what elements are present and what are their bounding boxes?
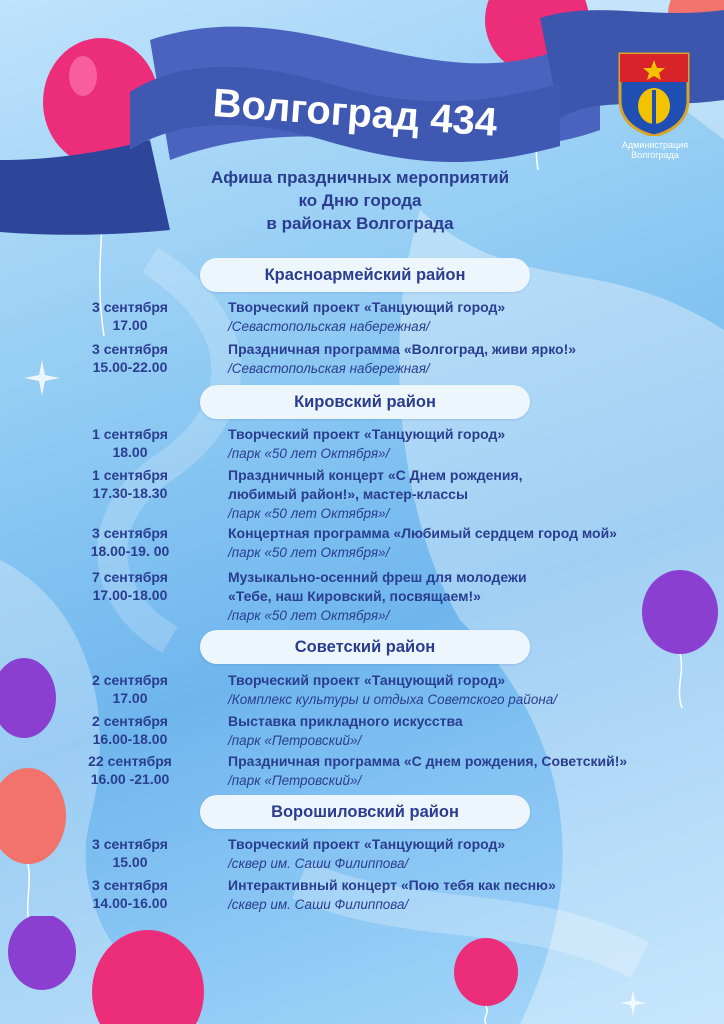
event-location: /Севастопольская набережная/	[228, 319, 430, 334]
coat-of-arms-icon	[616, 50, 692, 136]
svg-text:Волгоград 434: Волгоград 434	[211, 81, 499, 145]
sparkle-icon	[24, 360, 60, 396]
event-time: 16.00 -21.00	[90, 771, 170, 787]
sparkle-icon	[620, 990, 646, 1016]
event-time: 14.00-16.00	[92, 895, 168, 911]
event-time: 17.00-18.00	[92, 587, 168, 603]
event-location: /Комплекс культуры и отдыха Советского района/	[228, 692, 558, 707]
event-location: /сквер им. Саши Филиппова/	[228, 897, 409, 912]
event-title: Праздничная программа «Волгоград, живи ярко!»	[228, 341, 577, 357]
event-title: Интерактивный концерт «Пою тебя как песню»	[228, 877, 556, 893]
event-location: /парк «50 лет Октября»/	[228, 506, 390, 521]
event-time: 17.30-18.30	[92, 485, 168, 501]
purple-balloon-icon	[8, 916, 78, 1024]
event-time: 15.00	[112, 854, 148, 870]
event-title: Музыкально-осенний фреш для молодежи «Тебе, наш Кировский, посвящаем!»	[228, 569, 527, 604]
pink-balloon-icon	[452, 936, 520, 1024]
district-header: Кировский район	[200, 385, 530, 419]
district-header: Советский район	[200, 630, 530, 664]
purple-balloon-icon	[0, 656, 60, 776]
event-date: 3 сентября	[92, 877, 168, 893]
event-date: 7 сентября	[92, 569, 168, 585]
event-location: /парк «50 лет Октября»/	[228, 545, 390, 560]
district-header: Красноармейский район	[200, 258, 530, 292]
event-title: Праздничный концерт «С Днем рождения, любимый район!», мастер-классы	[228, 467, 523, 502]
event-date: 2 сентября	[92, 713, 168, 729]
event-location: /парк «50 лет Октября»/	[228, 608, 390, 623]
coral-balloon-icon	[0, 766, 70, 926]
event-date: 3 сентября	[92, 525, 168, 541]
poster-subtitle: Афиша праздничных мероприятий ко Дню города в районах Волгограда	[210, 168, 510, 233]
event-date: 1 сентября	[92, 426, 168, 442]
event-time: 18.00-19. 00	[90, 543, 170, 559]
event-time: 15.00-22.00	[92, 359, 168, 375]
event-location: /парк «Петровский»/	[228, 773, 362, 788]
page-title	[150, 78, 560, 148]
event-location: /парк «50 лет Октября»/	[228, 446, 390, 461]
event-date: 3 сентября	[92, 341, 168, 357]
event-time: 17.00	[112, 690, 148, 706]
event-location: /сквер им. Саши Филиппова/	[228, 856, 409, 871]
event-title: Творческий проект «Танцующий город»	[228, 299, 506, 315]
event-title: Творческий проект «Танцующий город»	[228, 836, 506, 852]
pink-balloon-icon	[90, 930, 206, 1024]
event-title: Творческий проект «Танцующий город»	[228, 426, 506, 442]
event-title: Праздничная программа «С днем рождения, Советский!»	[228, 753, 628, 769]
event-date: 22 сентября	[88, 753, 172, 769]
event-time: 17.00	[112, 317, 148, 333]
event-title: Концертная программа «Любимый сердцем город мой»	[228, 525, 617, 541]
event-time: 16.00-18.00	[92, 731, 168, 747]
event-date: 3 сентября	[92, 836, 168, 852]
event-title: Выставка прикладного искусства	[228, 713, 463, 729]
event-date: 3 сентября	[92, 299, 168, 315]
event-date: 1 сентября	[92, 467, 168, 483]
event-location: /Севастопольская набережная/	[228, 361, 430, 376]
event-title: Творческий проект «Танцующий город»	[228, 672, 506, 688]
event-time: 18.00	[112, 444, 148, 460]
emblem-caption: Администрация Волгограда	[621, 140, 689, 160]
event-date: 2 сентября	[92, 672, 168, 688]
district-header: Ворошиловский район	[200, 795, 530, 829]
event-location: /парк «Петровский»/	[228, 733, 362, 748]
